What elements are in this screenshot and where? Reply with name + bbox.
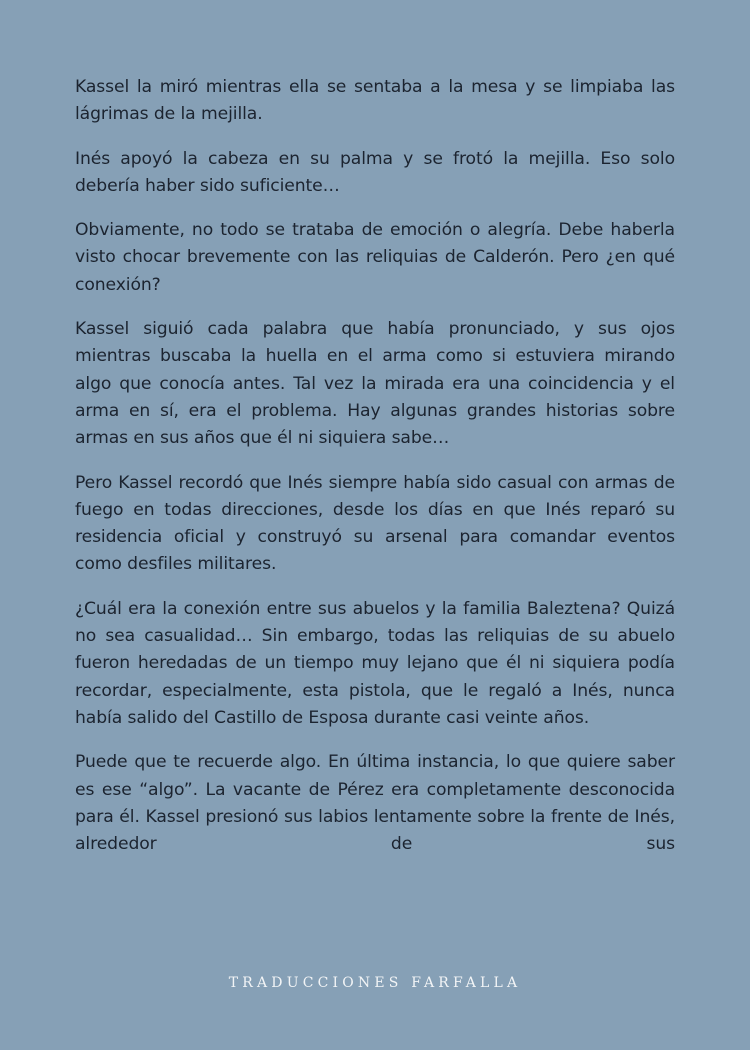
paragraph: ¿Cuál era la conexión entre sus abuelos y la familia Baleztena? Quizá no sea casualidad… Sin embargo, todas las reliquias de su abuelo fueron heredadas de un tiempo muy lejano que él ni siquiera podía recordar, especialmente, esta pistola, que le regaló a Inés, nunca había salido del Castillo de Esposa durante casi veinte años. [75,598,675,728]
page-body [75,74,675,875]
paragraph: Pero Kassel recordó que Inés siempre había sido casual con armas de fuego en todas direcciones, desde los días en que Inés reparó su residencia oficial y construyó su arsenal para comandar eventos como desfiles militares. [75,472,675,575]
paragraph: Inés apoyó la cabeza en su palma y se frotó la mejilla. Eso solo debería haber sido suficiente… [75,148,675,196]
page-footer: TRADUCCIONES FARFALLA [228,975,522,991]
paragraph: Puede que te recuerde algo. En última instancia, lo que quiere saber es ese “algo”. La vacante de Pérez era completamente desconocida para él. Kassel presionó sus labios lentamente sobre la frente de Inés, alrededor de sus [75,752,675,855]
paragraph: Obviamente, no todo se trataba de emoción o alegría. Debe haberla visto chocar brevemente con las reliquias de Calderón. Pero ¿en qué conexión? [75,220,675,295]
paragraph: Kassel siguió cada palabra que había pronunciado, y sus ojos mientras buscaba la huella en el arma como si estuviera mirando algo que conocía antes. Tal vez la mirada era una coincidencia y el arma en sí, era el problema. Hay algunas grandes historias sobre armas en sus años que él ni siquiera sabe… [75,319,675,449]
paragraph: Kassel la miró mientras ella se sentaba a la mesa y se limpiaba las lágrimas de la mejilla. [75,77,675,125]
